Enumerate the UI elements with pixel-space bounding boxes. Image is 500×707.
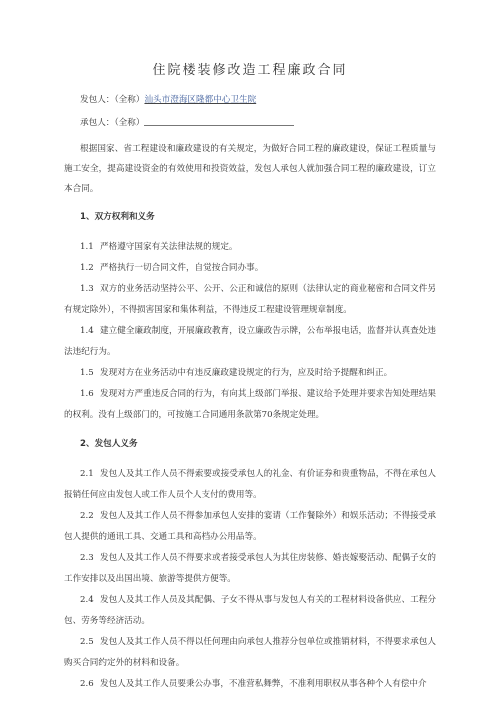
clause-text: 发现对方严重违反合同的行为，有向其上级部门举报、建议给予处理并要求告知处理结果的权利。没有上级部门的，可按施工合同通用条款第70条规定处理。 <box>64 389 436 420</box>
section-heading: 2、发包人义务 <box>80 439 138 449</box>
clause-number: 1.3 <box>80 284 94 294</box>
clause-number: 1.1 <box>80 242 94 252</box>
clause-text: 双方的业务活动坚持公平、公开、公正和诚信的原则（法律认定的商业秘密和合同文件另有规定除外），不得损害国家和集体利益，不得违反工程建设管理规章制度。 <box>64 284 436 315</box>
clause-paragraph <box>64 279 436 321</box>
clause-paragraph <box>64 548 436 590</box>
clause-number: 2.3 <box>80 553 94 563</box>
clause-number: 2.1 <box>80 469 94 479</box>
clause-text: 建立健全廉政制度，开展廉政教育，设立廉政告示牌，公布举报电话，监督并认真查处违法违纪行为。 <box>64 326 436 357</box>
intro-paragraph: 根据国家、省工程建设和廉政建设的有关规定，为做好合同工程的廉政建设，保证工程质量与施工安全，提高建设资金的有效使用和投资效益，发包人承包人就加强合同工程的廉政建设，订立本合同。 <box>64 144 436 194</box>
party-a-line <box>80 94 436 106</box>
clause-text: 发包人及其工作人员不得以任何理由向承包人推荐分包单位或推销材料，不得要求承包人购买合同约定外的材料和设备。 <box>64 637 436 668</box>
clause-paragraph <box>64 258 436 279</box>
clause-paragraph <box>64 674 436 695</box>
clause-number: 1.6 <box>80 389 94 399</box>
party-b-blank-line <box>144 116 294 126</box>
clause-number: 2.6 <box>80 679 94 689</box>
clause-text: 发包人及其工作人员及其配偶、子女不得从事与发包人有关的工程材料设备供应、工程分包、劳务等经济活动。 <box>64 595 436 626</box>
clause-paragraph <box>64 506 436 548</box>
clause-text: 发包人及其工作人员要秉公办事，不准营私舞弊，不准利用职权从事各种个人有偿中介 <box>100 679 427 689</box>
clause-text: 发包人及其工作人员不得要求或者接受承包人为其住房装修、婚丧嫁娶活动、配偶子女的工作安排以及出国出境、旅游等提供方便等。 <box>64 553 436 584</box>
clause-paragraph <box>64 632 436 674</box>
clause-number: 1.2 <box>80 263 94 273</box>
document-title: 住院楼装修改造工程廉政合同 <box>152 63 348 78</box>
clause-text: 发包人及其工作人员不得参加承包人安排的宴请（工作餐除外）和娱乐活动；不得接受承包人提供的通讯工具、交通工具和高档办公用品等。 <box>64 511 436 542</box>
clause-paragraph <box>64 464 436 506</box>
clause-text: 严格遵守国家有关法律法规的规定。 <box>100 242 238 252</box>
clause-text: 严格执行一切合同文件，自觉按合同办事。 <box>100 263 264 273</box>
clause-paragraph <box>64 590 436 632</box>
clause-paragraph <box>64 237 436 258</box>
clause-number: 1.5 <box>80 368 94 378</box>
clause-paragraph <box>64 321 436 363</box>
clause-number: 2.5 <box>80 637 94 647</box>
clause-paragraph <box>64 363 436 384</box>
clause-paragraph <box>64 384 436 426</box>
clause-number: 2.2 <box>80 511 94 521</box>
party-b-line <box>80 116 436 129</box>
clause-text: 发现对方在业务活动中有违反廉政建设规定的行为，应及时给予提醒和纠正。 <box>100 368 393 378</box>
clause-text: 发包人及其工作人员不得索要或接受承包人的礼金、有价证券和贵重物品，不得在承包人报销任何应由发包人或工作人员个人支付的费用等。 <box>64 469 436 500</box>
clause-number: 2.4 <box>80 595 94 605</box>
clause-number: 1.4 <box>80 326 94 336</box>
party-a-value: 汕头市澄海区隆都中心卫生院 <box>144 95 257 105</box>
section-heading: 1、双方权利和义务 <box>80 212 155 222</box>
sections-container <box>64 211 436 695</box>
party-a-label: 发包人：（全称） <box>80 95 145 105</box>
party-b-label: 承包人：（全称） <box>80 118 145 128</box>
